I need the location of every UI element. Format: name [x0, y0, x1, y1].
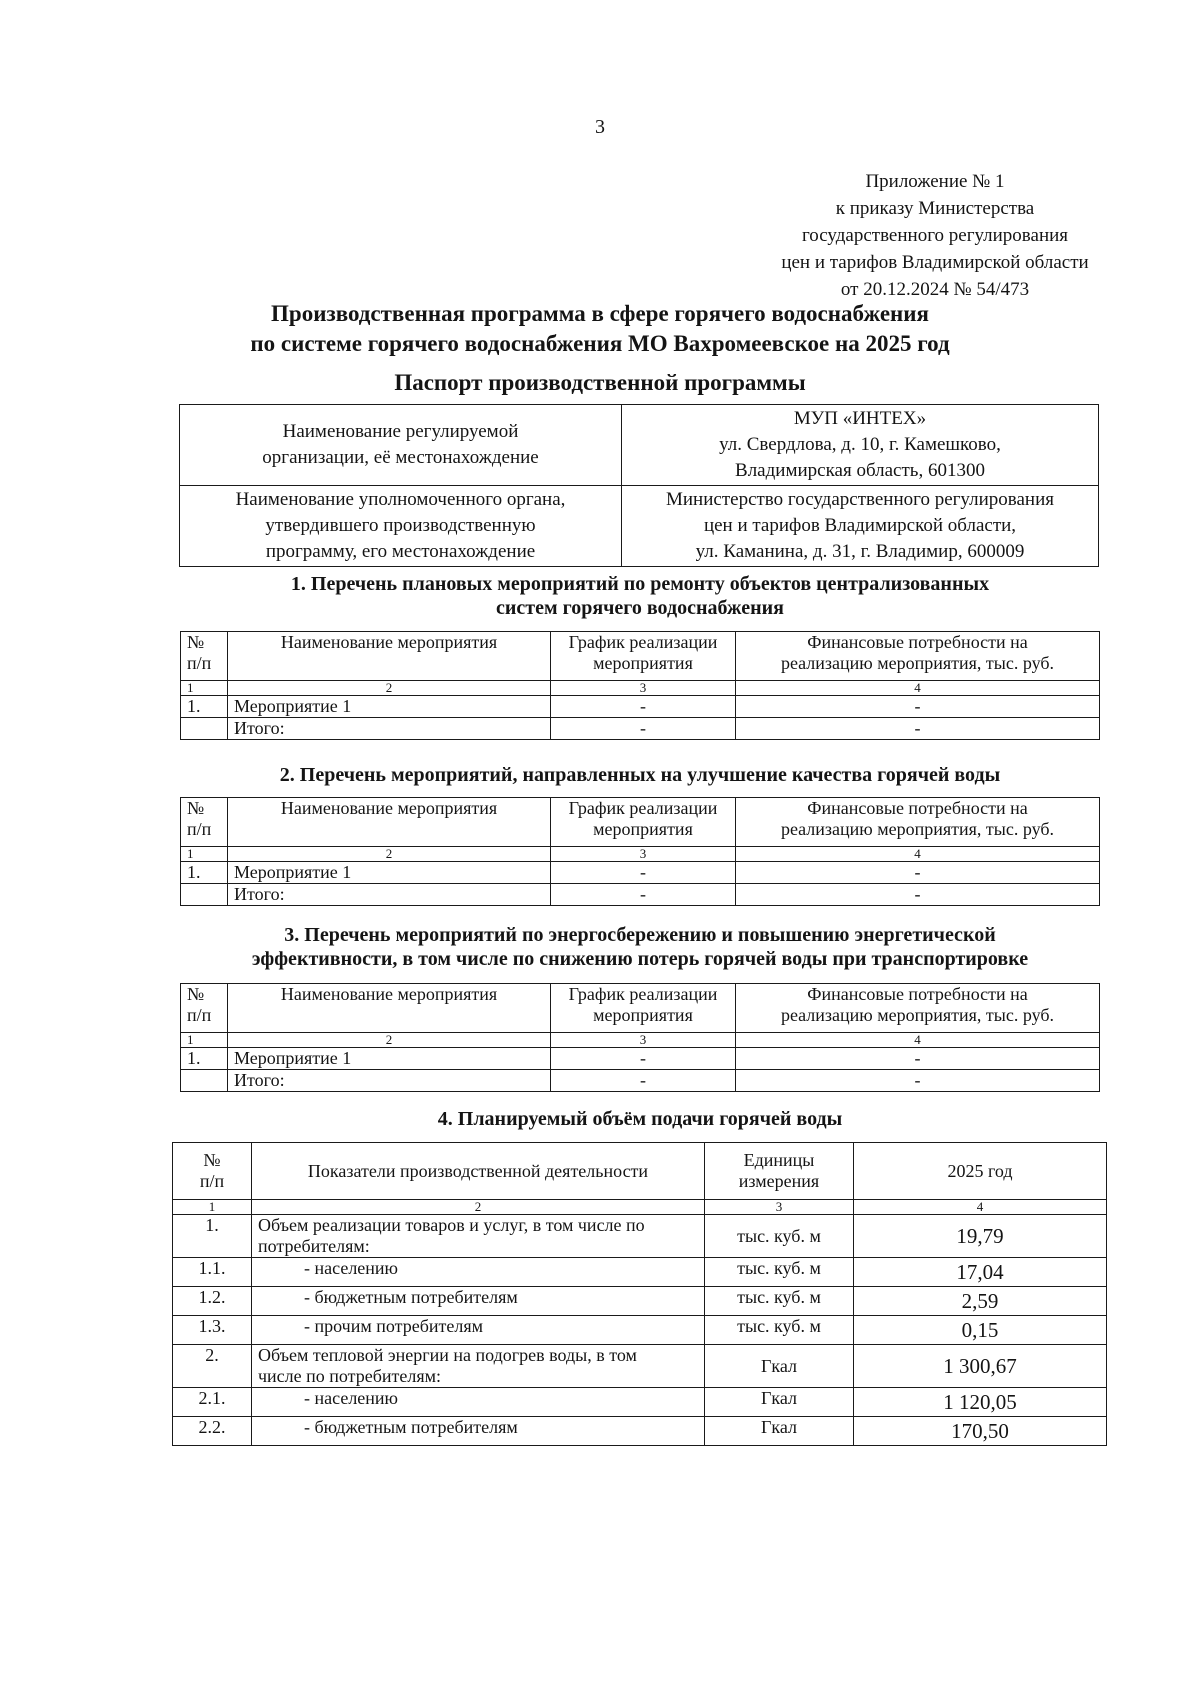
table-row: [173, 1388, 1107, 1417]
row-num: 2.: [173, 1345, 252, 1388]
total-schedule: -: [551, 718, 736, 740]
section-title-line: 3. Перечень мероприятий по энергосбережению и повышению энергетической: [284, 924, 996, 946]
header-text: Финансовые потребности на: [807, 984, 1028, 1004]
table-index-row: [181, 681, 1100, 696]
row-name: Мероприятие 1: [228, 696, 551, 718]
table-header-row: [181, 984, 1100, 1033]
section-3-title: [180, 923, 1100, 971]
header-text: График реализации: [568, 798, 718, 818]
passport-value-line: цен и тарифов Владимирской области,: [703, 515, 1017, 536]
header-num: [173, 1143, 252, 1200]
table-total-row: [181, 718, 1100, 740]
row-num: 1.: [173, 1215, 252, 1258]
index-cell: 2: [228, 681, 551, 696]
appendix-line: от 20.12.2024 № 54/473: [840, 279, 1030, 300]
header-name: Наименование мероприятия: [228, 798, 551, 847]
header-text: №: [187, 798, 205, 818]
header-text: №: [187, 984, 205, 1004]
row-value: 0,15: [854, 1316, 1107, 1345]
section-4-table: [172, 1142, 1107, 1446]
total-schedule: -: [551, 884, 736, 906]
section-title-line: систем горячего водоснабжения: [496, 597, 784, 619]
index-cell: 1: [173, 1200, 252, 1215]
table-row: [173, 1258, 1107, 1287]
indicator-line: Объем тепловой энергии на подогрев воды, в том: [258, 1345, 637, 1365]
header-schedule: [551, 984, 736, 1033]
index-cell: 2: [228, 847, 551, 862]
table-row: [173, 1287, 1107, 1316]
index-cell: 1: [181, 681, 228, 696]
row-value: 17,04: [854, 1258, 1107, 1287]
indicator-line: числе по потребителям:: [258, 1366, 442, 1386]
index-cell: 2: [228, 1033, 551, 1048]
row-schedule: -: [551, 1048, 736, 1070]
row-indicator: - бюджетным потребителям: [252, 1287, 705, 1316]
passport-value-line: ул. Свердлова, д. 10, г. Камешково,: [719, 434, 1001, 455]
row-num: 1.: [181, 696, 228, 718]
table-row: [173, 1316, 1107, 1345]
row-num: 2.2.: [173, 1417, 252, 1446]
row-value: 2,59: [854, 1287, 1107, 1316]
header-num: [181, 798, 228, 847]
index-cell: 4: [736, 1033, 1100, 1048]
header-text: График реализации: [568, 984, 718, 1004]
row-name: Мероприятие 1: [228, 862, 551, 884]
row-indicator: - прочим потребителям: [252, 1316, 705, 1345]
passport-value-line: Министерство государственного регулирования: [666, 489, 1054, 510]
row-indicator: - населению: [252, 1388, 705, 1417]
appendix-block: [700, 168, 1170, 303]
row-finance: -: [736, 1048, 1100, 1070]
passport-value-line: МУП «ИНТЕХ»: [793, 408, 927, 429]
row-unit: тыс. куб. м: [705, 1215, 854, 1258]
table-row: [181, 862, 1100, 884]
table-total-row: [181, 1070, 1100, 1092]
header-finance: [736, 632, 1100, 681]
passport-label-line: Наименование уполномоченного органа,: [235, 489, 566, 510]
index-cell: 3: [551, 1033, 736, 1048]
row-indicator: [252, 1345, 705, 1388]
passport-label-line: Наименование регулируемой: [282, 421, 519, 442]
passport-value-line: Владимирская область, 601300: [735, 460, 985, 481]
header-finance: [736, 798, 1100, 847]
section-2-title: [180, 763, 1100, 787]
row-num: 2.1.: [173, 1388, 252, 1417]
index-cell: 3: [551, 847, 736, 862]
header-indicator: Показатели производственной деятельности: [252, 1143, 705, 1200]
header-num: [181, 632, 228, 681]
header-text: п/п: [187, 819, 212, 839]
header-unit: [705, 1143, 854, 1200]
header-name: Наименование мероприятия: [228, 632, 551, 681]
row-num: 1.3.: [173, 1316, 252, 1345]
passport-label: [180, 486, 622, 567]
title-line-2: по системе горячего водоснабжения МО Вахромеевское на 2025 год: [250, 331, 950, 356]
header-text: №: [187, 632, 205, 652]
row-value: 1 300,67: [854, 1345, 1107, 1388]
header-text: №: [203, 1150, 221, 1170]
passport-value: [622, 486, 1099, 567]
total-num: [181, 884, 228, 906]
section-2-table: [180, 797, 1100, 906]
row-unit: тыс. куб. м: [705, 1316, 854, 1345]
header-text: реализацию мероприятия, тыс. руб.: [780, 819, 1055, 839]
row-unit: Гкал: [705, 1345, 854, 1388]
passport-label-line: программу, его местонахождение: [265, 541, 536, 562]
header-text: измерения: [738, 1171, 820, 1191]
total-schedule: -: [551, 1070, 736, 1092]
total-num: [181, 718, 228, 740]
header-schedule: [551, 632, 736, 681]
section-title-line: 2. Перечень мероприятий, направленных на улучшение качества горячей воды: [279, 764, 1001, 786]
index-cell: 4: [736, 681, 1100, 696]
header-text: Финансовые потребности на: [807, 632, 1028, 652]
total-label: Итого:: [228, 1070, 551, 1092]
table-index-row: [181, 1033, 1100, 1048]
header-text: реализацию мероприятия, тыс. руб.: [780, 653, 1055, 673]
row-schedule: -: [551, 862, 736, 884]
table-header-row: [181, 798, 1100, 847]
index-cell: 1: [181, 1033, 228, 1048]
index-cell: 4: [854, 1200, 1107, 1215]
row-indicator: - населению: [252, 1258, 705, 1287]
table-row: [173, 1215, 1107, 1258]
row-unit: тыс. куб. м: [705, 1287, 854, 1316]
table-row: [173, 1417, 1107, 1446]
header-schedule: [551, 798, 736, 847]
section-4-title: 4. Планируемый объём подачи горячей воды: [437, 1108, 843, 1130]
total-num: [181, 1070, 228, 1092]
row-unit: тыс. куб. м: [705, 1258, 854, 1287]
header-text: п/п: [199, 1171, 225, 1191]
passport-label: [180, 405, 622, 486]
header-text: График реализации: [568, 632, 718, 652]
header-text: мероприятия: [593, 653, 693, 673]
index-cell: 1: [181, 847, 228, 862]
row-indicator: [252, 1215, 705, 1258]
row-unit: Гкал: [705, 1388, 854, 1417]
index-cell: 3: [551, 681, 736, 696]
section-1-title: [180, 572, 1100, 620]
header-text: Единицы: [743, 1150, 815, 1170]
table-row: [181, 1048, 1100, 1070]
table-row: [173, 1345, 1107, 1388]
passport-value: [622, 405, 1099, 486]
header-text: реализацию мероприятия, тыс. руб.: [780, 1005, 1055, 1025]
table-index-row: [173, 1200, 1107, 1215]
passport-row: [180, 405, 1099, 486]
section-title-line: 1. Перечень плановых мероприятий по ремонту объектов централизованных: [290, 573, 990, 595]
title-line-1: Производственная программа в сфере горячего водоснабжения: [271, 301, 929, 326]
header-finance: [736, 984, 1100, 1033]
total-finance: -: [736, 884, 1100, 906]
row-unit: Гкал: [705, 1417, 854, 1446]
passport-label-line: утвердившего производственную: [265, 515, 536, 536]
header-num: [181, 984, 228, 1033]
header-name: Наименование мероприятия: [228, 984, 551, 1033]
row-num: 1.2.: [173, 1287, 252, 1316]
header-text: п/п: [187, 1005, 212, 1025]
index-cell: 2: [252, 1200, 705, 1215]
header-text: п/п: [187, 653, 212, 673]
passport-row: [180, 486, 1099, 567]
row-num: 1.1.: [173, 1258, 252, 1287]
row-num: 1.: [181, 1048, 228, 1070]
document-title: [0, 299, 1200, 359]
page-number: 3: [595, 116, 605, 138]
appendix-line: государственного регулирования: [801, 225, 1069, 246]
row-finance: -: [736, 696, 1100, 718]
table-index-row: [181, 847, 1100, 862]
passport-label-line: организации, её местонахождение: [262, 447, 539, 468]
table-header-row: [181, 632, 1100, 681]
passport-title: Паспорт производственной программы: [394, 370, 806, 395]
appendix-line: Приложение № 1: [865, 171, 1005, 192]
total-finance: -: [736, 1070, 1100, 1092]
indicator-line: Объем реализации товаров и услуг, в том числе по: [258, 1215, 645, 1235]
row-value: 1 120,05: [854, 1388, 1107, 1417]
section-3-table: [180, 983, 1100, 1092]
total-finance: -: [736, 718, 1100, 740]
row-value: 170,50: [854, 1417, 1107, 1446]
total-label: Итого:: [228, 718, 551, 740]
appendix-line: к приказу Министерства: [835, 198, 1035, 219]
section-1-table: [180, 631, 1100, 740]
indicator-line: потребителям:: [258, 1236, 370, 1256]
header-text: мероприятия: [593, 1005, 693, 1025]
section-title-line: эффективности, в том числе по снижению потерь горячей воды при транспортировке: [251, 948, 1029, 970]
table-total-row: [181, 884, 1100, 906]
table-row: [181, 696, 1100, 718]
appendix-line: цен и тарифов Владимирской области: [781, 252, 1089, 273]
row-num: 1.: [181, 862, 228, 884]
row-indicator: - бюджетным потребителям: [252, 1417, 705, 1446]
row-name: Мероприятие 1: [228, 1048, 551, 1070]
row-schedule: -: [551, 696, 736, 718]
passport-table: [179, 404, 1099, 567]
row-value: 19,79: [854, 1215, 1107, 1258]
table-header-row: [173, 1143, 1107, 1200]
header-year: 2025 год: [854, 1143, 1107, 1200]
index-cell: 3: [705, 1200, 854, 1215]
row-finance: -: [736, 862, 1100, 884]
index-cell: 4: [736, 847, 1100, 862]
header-text: Финансовые потребности на: [807, 798, 1028, 818]
header-text: мероприятия: [593, 819, 693, 839]
total-label: Итого:: [228, 884, 551, 906]
passport-value-line: ул. Каманина, д. 31, г. Владимир, 600009: [695, 541, 1025, 562]
